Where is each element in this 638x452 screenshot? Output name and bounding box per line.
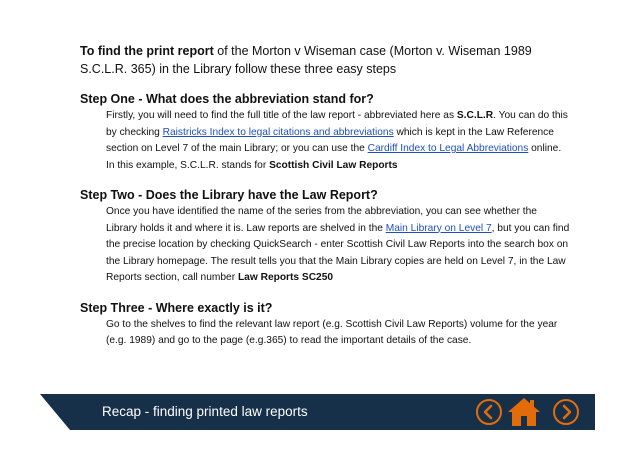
step-one-bold-sclr: S.C.L.R: [456, 110, 494, 121]
step-two-bold-callnumber: Law Reports SC250: [237, 272, 334, 283]
chevron-left-icon: [478, 401, 500, 423]
intro-lead: To find the print report: [80, 44, 214, 58]
step-one-text-3: which is kept in the Law Reference section on Level 7 of the main Library; or you can use the: [106, 126, 554, 154]
step-one-text-4: online. In this example, S.C.L.R. stands for: [106, 143, 562, 171]
step-three-body: [106, 317, 570, 350]
footer-corner-decoration: [40, 394, 70, 430]
step-one-heading: Step One - What does the abbreviation stand for?: [80, 92, 374, 106]
main-library-link[interactable]: Main Library on Level 7: [385, 222, 492, 234]
raistricks-index-link[interactable]: Raistricks Index to legal citations and abbreviations: [162, 126, 394, 138]
step-two-body: [106, 204, 570, 287]
slide-content: [80, 42, 570, 362]
home-icon: [506, 396, 542, 428]
cardiff-index-link[interactable]: Cardiff Index to Legal Abbreviations: [367, 143, 529, 154]
intro-paragraph: [80, 42, 570, 78]
step-one-body: [106, 108, 570, 174]
intro-text: of the Morton v Wiseman case (Morton v. Wiseman 1989 S.C.L.R. 365) in the Library follow these three easy steps: [80, 44, 532, 76]
footer-title: Recap - finding printed law reports: [102, 404, 308, 419]
previous-button[interactable]: [476, 399, 502, 425]
step-one-text-2: . You can do this by checking: [106, 110, 568, 138]
step-two-heading: Step Two - Does the Library have the Law Report?: [80, 188, 378, 202]
home-button[interactable]: [506, 396, 542, 428]
next-button[interactable]: [553, 399, 579, 425]
step-two-text-1: Once you have identified the name of the series from the abbreviation, you can see whether the Library holds it and where it is. Law reports are shelved in the: [106, 206, 537, 234]
step-one-bold-title: Scottish Civil Law Reports: [269, 159, 398, 171]
step-three-text: Go to the shelves to find the relevant law report (e.g. Scottish Civil Law Reports) volume for the year (e.g. 1989) and go to the page (e.g.365) to read the important details of the case.: [106, 318, 558, 346]
step-one-text-1: Firstly, you will need to find the full title of the law report - abbreviated here as: [106, 110, 457, 121]
chevron-right-icon: [555, 401, 577, 423]
step-two-text-2: , but you can find the precise location by checking QuickSearch - enter Scottish Civil Law Reports into the search box on the Library homepage. The result tells you that the Main Library copies are held on Level 7, in the Law Reports section, call number: [106, 222, 570, 283]
step-three-heading: Step Three - Where exactly is it?: [80, 300, 273, 315]
